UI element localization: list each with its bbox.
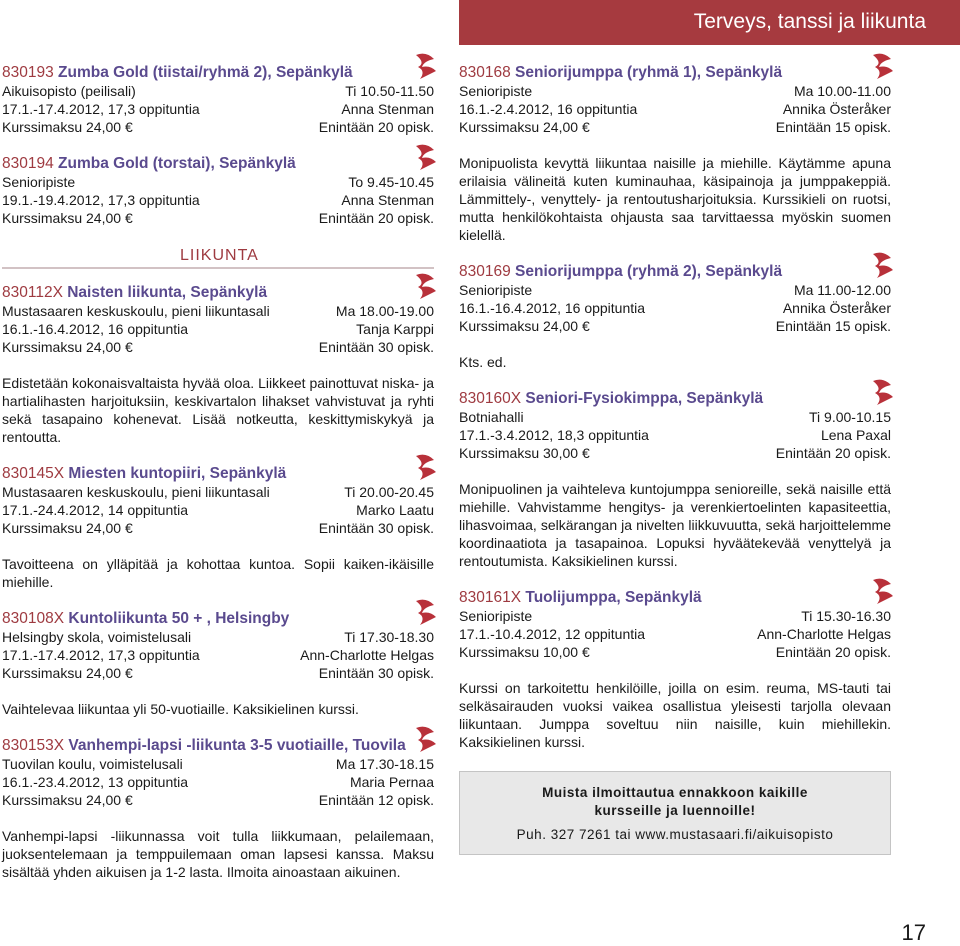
- course-title: [459, 63, 891, 82]
- info-left: Kurssimaksu 24,00 €: [2, 665, 133, 681]
- course-title: [459, 588, 891, 607]
- course-name: Zumba Gold (torstai), Sepänkylä: [58, 155, 296, 172]
- info-left: Aikuisopisto (peilisali): [2, 83, 136, 99]
- info-right: Tanja Karppi: [356, 321, 434, 337]
- course-info-row: [459, 317, 891, 335]
- info-left: Helsingby skola, voimistelusali: [2, 629, 192, 645]
- course-name: Seniorijumppa (ryhmä 2), Sepänkylä: [515, 263, 783, 280]
- course-name: Kuntoliikunta 50 + , Helsingby: [68, 610, 290, 627]
- info-left: Kurssimaksu 24,00 €: [2, 210, 133, 226]
- info-right: Annika Österåker: [782, 101, 891, 117]
- course-description: Tavoitteena on ylläpitää ja kohottaa kuntoa. Sopii kaiken-ikäisille miehille.: [2, 556, 434, 590]
- swoosh-logo-icon: [412, 49, 440, 83]
- course-info-row: [2, 501, 434, 519]
- info-left: 16.1.-23.4.2012, 13 oppituntia: [2, 774, 189, 790]
- course-block: [2, 63, 434, 136]
- info-left: Kurssimaksu 24,00 €: [459, 318, 590, 334]
- info-right: Marko Laatu: [356, 502, 434, 518]
- swoosh-logo-icon: [412, 595, 440, 629]
- info-left: Kurssimaksu 24,00 €: [2, 339, 133, 355]
- info-left: Senioripiste: [459, 282, 533, 298]
- left-column: [2, 63, 434, 899]
- course-code: 830193: [2, 64, 54, 81]
- info-left: 19.1.-19.4.2012, 17,3 oppituntia: [2, 192, 200, 208]
- course-name: Vanhempi-lapsi -liikunta 3-5 vuotiaille, Tuovila: [68, 737, 406, 754]
- info-left: Kurssimaksu 24,00 €: [459, 119, 590, 135]
- info-right: Ma 10.00-11.00: [793, 83, 891, 99]
- course-info-row: [2, 100, 434, 118]
- left-course-group-a: [2, 63, 434, 227]
- info-right: Anna Stenman: [341, 192, 434, 208]
- info-left: 16.1.-16.4.2012, 16 oppituntia: [459, 300, 646, 316]
- course-info-row: [2, 320, 434, 338]
- course-code: 830194: [2, 155, 54, 172]
- course-description: Kurssi on tarkoitettu henkilöille, joilla on esim. reuma, MS-tauti tai selkäsairauden vuoksi vaikea osallistua yleisesti tarjolla olevaan liikuntaan. Jumppa soveltuu niin naisille, kuin miehillekin. Kaksikielinen kurssi.: [459, 680, 891, 750]
- course-info-row: [459, 408, 891, 426]
- swoosh-logo-icon: [869, 248, 897, 282]
- course-title: [2, 609, 434, 628]
- info-right: Ti 10.50-11.50: [345, 83, 434, 99]
- course-info-row: [459, 281, 891, 299]
- course-info-row: [2, 628, 434, 646]
- info-right: Lena Paxal: [820, 427, 891, 443]
- course-info-row: [2, 664, 434, 682]
- swoosh-logo-icon: [869, 49, 897, 83]
- course-title: [2, 63, 434, 82]
- info-right: Ti 15.30-16.30: [801, 608, 891, 624]
- course-info-row: [2, 118, 434, 136]
- right-column: [459, 63, 891, 855]
- info-right: Annika Österåker: [782, 300, 891, 316]
- info-right: Enintään 20 opisk.: [318, 210, 434, 226]
- course-info-row: [459, 444, 891, 462]
- swoosh-logo-icon: [412, 722, 440, 756]
- info-left: Mustasaaren keskuskoulu, pieni liikuntasali: [2, 484, 270, 500]
- course-info-row: [459, 625, 891, 643]
- course-info-row: [2, 791, 434, 809]
- swoosh-logo-icon: [869, 375, 897, 409]
- info-right: Maria Pernaa: [349, 774, 434, 790]
- course-code: 830145X: [2, 465, 65, 482]
- course-info-row: [2, 755, 434, 773]
- course-info-row: [459, 299, 891, 317]
- info-left: Mustasaaren keskuskoulu, pieni liikuntasali: [2, 303, 270, 319]
- course-code: 830108X: [2, 610, 65, 627]
- course-description: Vanhempi-lapsi -liikunnassa voit tulla liikkumaan, pelailemaan, juoksentelemaan ja temppuilemaan oman lapsesi kanssa. Maksu sisältää yhden aikuisen ja 1-2 lasta. Ilmoita ainoastaan aikuinen.: [2, 828, 434, 880]
- course-title: [2, 283, 434, 302]
- course-name: Naisten liikunta, Sepänkylä: [67, 284, 268, 301]
- course-block: [459, 588, 891, 661]
- course-info-row: [2, 173, 434, 191]
- info-left: Kurssimaksu 24,00 €: [2, 119, 133, 135]
- course-block: [2, 464, 434, 537]
- course-name: Seniori-Fysiokimppa, Sepänkylä: [525, 390, 764, 407]
- course-info-row: [2, 483, 434, 501]
- course-code: 830169: [459, 263, 511, 280]
- notice-box: [459, 771, 891, 855]
- course-info-row: [459, 100, 891, 118]
- info-left: Kurssimaksu 24,00 €: [2, 792, 133, 808]
- right-course-group: [459, 63, 891, 751]
- info-left: 16.1.-2.4.2012, 16 oppituntia: [459, 101, 638, 117]
- info-left: 17.1.-17.4.2012, 17,3 oppituntia: [2, 101, 200, 117]
- info-right: Enintään 30 opisk.: [318, 339, 434, 355]
- swoosh-logo-icon: [412, 450, 440, 484]
- left-course-group-b: [2, 283, 434, 881]
- course-name: Seniorijumppa (ryhmä 1), Sepänkylä: [515, 64, 783, 81]
- course-block: [2, 154, 434, 227]
- course-name: Tuolijumppa, Sepänkylä: [525, 589, 702, 606]
- course-description: Monipuolinen ja vaihteleva kuntojumppa senioreille, sekä naisille että miehille. Vahvistamme hengitys- ja verenkiertoelinten kapasiteettia, lihasvoimaa, selkärangan ja nivelten liikkuvuutta, sekä harjoittelemme koordinaatiota ja tasapainoa. Lopuksi hyväätekevää venyttelyä ja rentoutumista. Kaksikielinen kurssi.: [459, 481, 891, 569]
- course-info-row: [459, 643, 891, 661]
- course-title: [459, 262, 891, 281]
- info-right: Ann-Charlotte Helgas: [300, 647, 434, 663]
- course-block: [2, 283, 434, 356]
- course-code: 830160X: [459, 390, 522, 407]
- course-block: [459, 262, 891, 335]
- swoosh-logo-icon: [869, 574, 897, 608]
- course-code: 830112X: [2, 284, 63, 301]
- info-right: Anna Stenman: [341, 101, 434, 117]
- info-left: 16.1.-16.4.2012, 16 oppituntia: [2, 321, 189, 337]
- info-right: Enintään 15 opisk.: [775, 119, 891, 135]
- info-left: Tuovilan koulu, voimistelusali: [2, 756, 183, 772]
- info-right: Ma 18.00-19.00: [335, 303, 434, 319]
- page-number: 17: [901, 920, 926, 945]
- course-block: [2, 736, 434, 809]
- notice-line-1: Muista ilmoittautua ennakkoon kaikille: [542, 785, 808, 800]
- info-left: 17.1.-17.4.2012, 17,3 oppituntia: [2, 647, 200, 663]
- course-name: Zumba Gold (tiistai/ryhmä 2), Sepänkylä: [58, 64, 353, 81]
- info-left: Senioripiste: [459, 83, 533, 99]
- course-info-row: [2, 773, 434, 791]
- course-info-row: [2, 191, 434, 209]
- course-code: 830168: [459, 64, 511, 81]
- info-left: Senioripiste: [2, 174, 76, 190]
- header-bar: [459, 0, 960, 45]
- info-left: 17.1.-3.4.2012, 18,3 oppituntia: [459, 427, 649, 443]
- notice-line-3: Puh. 327 7261 tai www.mustasaari.fi/aikuisopisto: [516, 827, 834, 842]
- info-right: Ma 17.30-18.15: [335, 756, 434, 772]
- course-title: [459, 389, 891, 408]
- info-left: Botniahalli: [459, 409, 524, 425]
- course-block: [2, 609, 434, 682]
- header-title: Terveys, tanssi ja liikunta: [693, 10, 926, 33]
- info-left: 17.1.-24.4.2012, 14 oppituntia: [2, 502, 189, 518]
- swoosh-logo-icon: [412, 140, 440, 174]
- info-right: Enintään 30 opisk.: [318, 520, 434, 536]
- course-info-row: [2, 82, 434, 100]
- course-description: Kts. ed.: [459, 354, 507, 370]
- course-info-row: [2, 209, 434, 227]
- course-info-row: [2, 519, 434, 537]
- course-title: [2, 736, 434, 755]
- course-info-row: [459, 426, 891, 444]
- course-info-row: [459, 118, 891, 136]
- info-right: Enintään 15 opisk.: [775, 318, 891, 334]
- section-heading: LIIKUNTA: [2, 245, 434, 269]
- course-title: [2, 464, 434, 483]
- info-left: Kurssimaksu 30,00 €: [459, 445, 590, 461]
- course-info-row: [459, 607, 891, 625]
- course-description: Vaihtelevaa liikuntaa yli 50-vuotiaille. Kaksikielinen kurssi.: [2, 701, 359, 717]
- info-left: Kurssimaksu 24,00 €: [2, 520, 133, 536]
- info-right: Enintään 30 opisk.: [318, 665, 434, 681]
- course-block: [459, 63, 891, 136]
- course-info-row: [2, 302, 434, 320]
- course-info-row: [2, 338, 434, 356]
- info-left: Senioripiste: [459, 608, 533, 624]
- info-right: Enintään 20 opisk.: [775, 445, 891, 461]
- info-right: To 9.45-10.45: [348, 174, 434, 190]
- info-right: Ma 11.00-12.00: [793, 282, 891, 298]
- course-block: [459, 389, 891, 462]
- course-code: 830161X: [459, 589, 522, 606]
- info-right: Ann-Charlotte Helgas: [757, 626, 891, 642]
- course-description: Edistetään kokonaisvaltaista hyvää oloa. Liikkeet painottuvat niska- ja hartialihasten harjoituksiin, keskivartalon lihakset vahvistuvat ja ryhti sekä tasapaino kohenevat. Lisää notkeutta, keskittymiskykyä ja rentoutta.: [2, 375, 434, 445]
- swoosh-logo-icon: [412, 269, 440, 303]
- info-right: Enintään 20 opisk.: [775, 644, 891, 660]
- info-right: Enintään 12 opisk.: [318, 792, 434, 808]
- info-left: Kurssimaksu 10,00 €: [459, 644, 590, 660]
- course-description: Monipuolista kevyttä liikuntaa naisille ja miehille. Käytämme apuna erilaisia välineitä kuten kuminauhaa, käsipainoja ja jumppakeppiä. Lämmittely-, venyttely- ja rentoutusharjoituksia. Kurssikieli on ruotsi, mutta henkilökohtaista ohjausta saa tarvittaessa myöskin suomen kielellä.: [459, 155, 891, 243]
- info-left: 17.1.-10.4.2012, 12 oppituntia: [459, 626, 646, 642]
- course-code: 830153X: [2, 737, 65, 754]
- info-right: Ti 20.00-20.45: [344, 484, 434, 500]
- notice-line-2: kursseille ja luennoille!: [594, 803, 756, 818]
- course-name: Miesten kuntopiiri, Sepänkylä: [68, 465, 287, 482]
- course-info-row: [2, 646, 434, 664]
- info-right: Enintään 20 opisk.: [318, 119, 434, 135]
- info-right: Ti 17.30-18.30: [344, 629, 434, 645]
- course-info-row: [459, 82, 891, 100]
- info-right: Ti 9.00-10.15: [809, 409, 891, 425]
- course-title: [2, 154, 434, 173]
